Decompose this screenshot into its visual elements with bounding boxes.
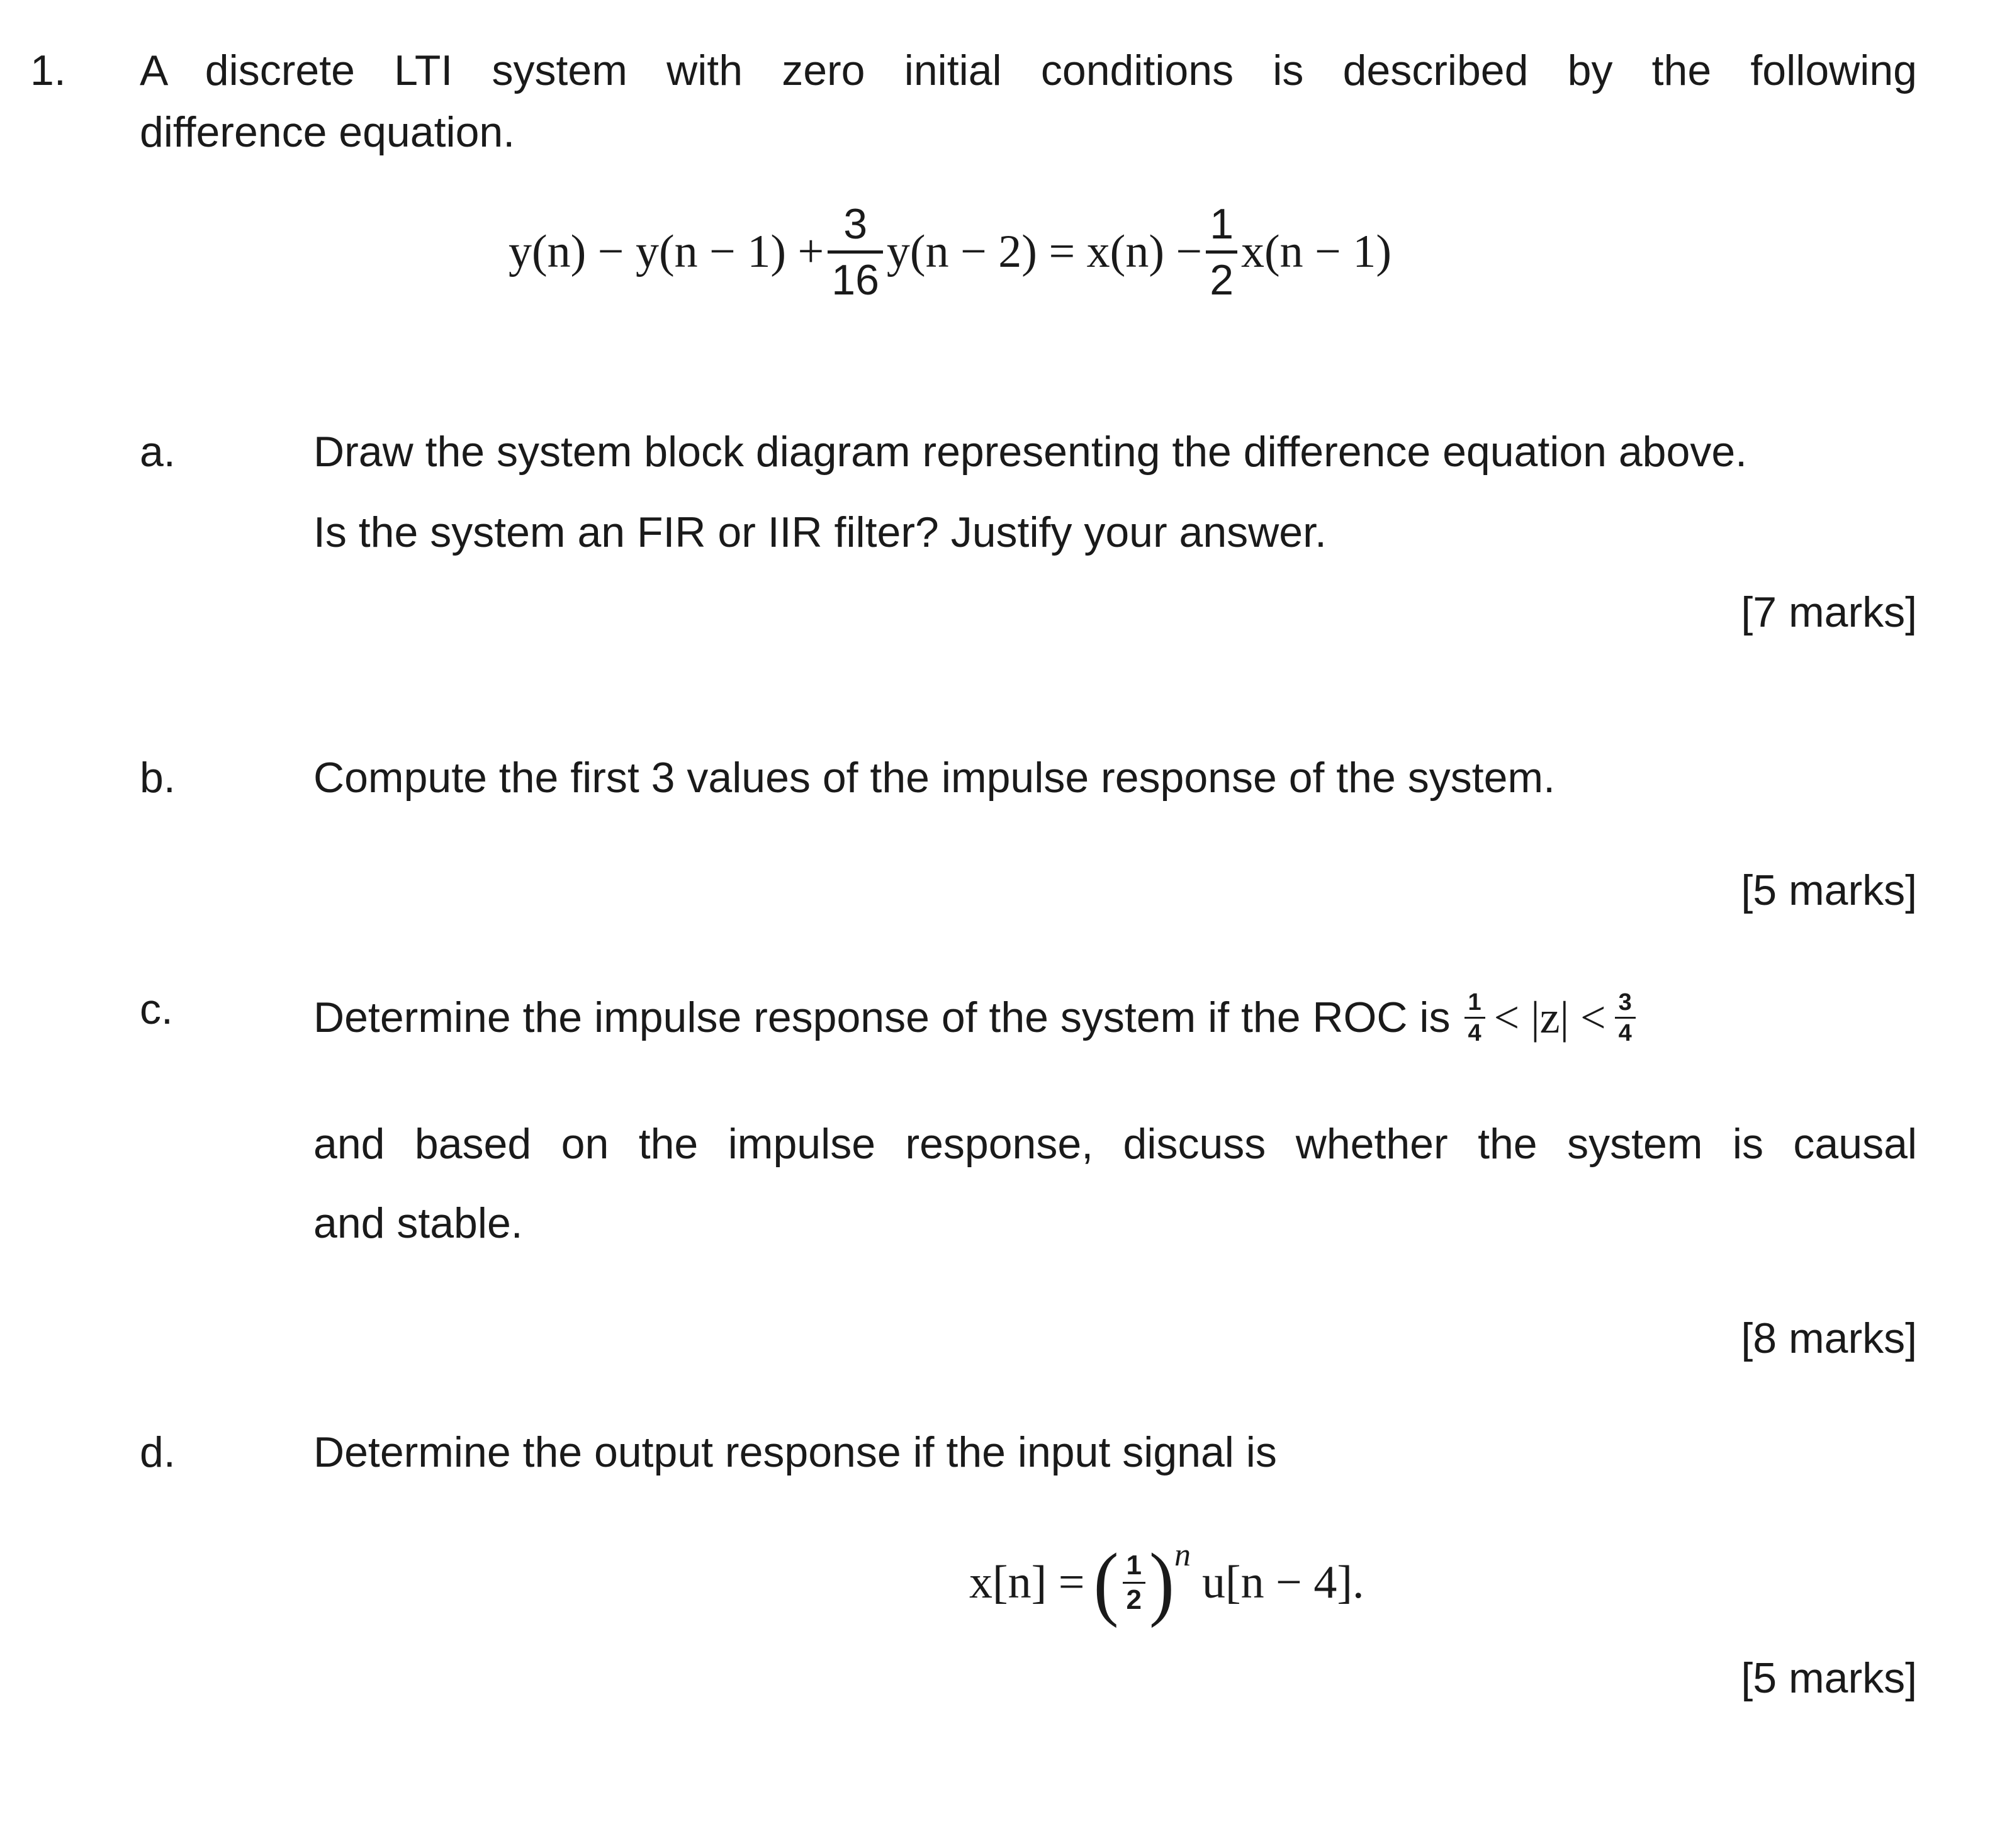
part-d-line1: Determine the output response if the input signal is: [313, 1428, 1277, 1476]
part-a-label: a.: [140, 428, 176, 476]
fraction-numerator: 1: [1468, 989, 1481, 1016]
part-c-label: c.: [140, 985, 173, 1033]
part-b-line1: Compute the first 3 values of the impulse response of the system.: [313, 754, 1555, 802]
part-c-line2: and based on the impulse response, discuss whether the system is causal: [313, 1120, 1917, 1168]
fraction-denominator: 2: [1206, 250, 1237, 301]
part-d-label: d.: [140, 1428, 176, 1476]
fraction-numerator: 1: [1210, 199, 1234, 248]
fraction-denominator: 2: [1123, 1582, 1145, 1614]
equation-part-1: y(n) − y(n − 1) +: [509, 225, 824, 277]
part-c-line1-row: [313, 990, 1639, 1045]
fraction-denominator: 4: [1464, 1017, 1485, 1045]
part-c-line3: and stable.: [313, 1199, 523, 1247]
question-number: 1.: [30, 47, 66, 94]
part-a-line2: Is the system an FIR or IIR filter? Justify your answer.: [313, 508, 1327, 556]
roc-inequality: < |z| <: [1493, 992, 1606, 1043]
equation-fraction-1-2: [1206, 199, 1237, 304]
part-c-line1: Determine the impulse response of the system if the ROC is: [313, 993, 1451, 1041]
input-signal-exponent: n: [1174, 1537, 1191, 1573]
fraction-numerator: 1: [1126, 1549, 1142, 1581]
roc-fraction-1-4: [1464, 990, 1485, 1045]
fraction-numerator: 3: [1618, 989, 1632, 1016]
part-b-marks: [5 marks]: [1741, 866, 1917, 914]
part-a-line1: Draw the system block diagram representing the difference equation above.: [313, 428, 1748, 476]
equation-part-2: y(n − 2) = x(n) −: [886, 225, 1203, 277]
part-b-label: b.: [140, 754, 176, 802]
left-paren-icon: (: [1093, 1536, 1119, 1628]
roc-fraction-3-4: [1615, 990, 1636, 1045]
equation-fraction-3-16: [828, 199, 883, 304]
part-c-marks: [8 marks]: [1741, 1314, 1917, 1362]
question-intro-line2: difference equation.: [140, 108, 515, 156]
part-a-marks: [7 marks]: [1741, 588, 1917, 636]
fraction-denominator: 4: [1615, 1017, 1636, 1045]
question-intro-line1: A discrete LTI system with zero initial conditions is described by the following: [140, 47, 1917, 94]
input-signal-fraction-1-2: [1123, 1549, 1145, 1615]
part-d-marks: [5 marks]: [1741, 1654, 1917, 1702]
input-signal-rhs: u[n − 4].: [1201, 1556, 1364, 1608]
difference-equation: [509, 189, 1391, 315]
input-signal-lhs: x[n] =: [969, 1556, 1085, 1608]
right-paren-icon: ): [1149, 1536, 1174, 1628]
fraction-numerator: 3: [843, 199, 868, 248]
fraction-denominator: 16: [828, 250, 883, 301]
input-signal-equation: [969, 1523, 1364, 1642]
equation-part-3: x(n − 1): [1241, 225, 1392, 277]
